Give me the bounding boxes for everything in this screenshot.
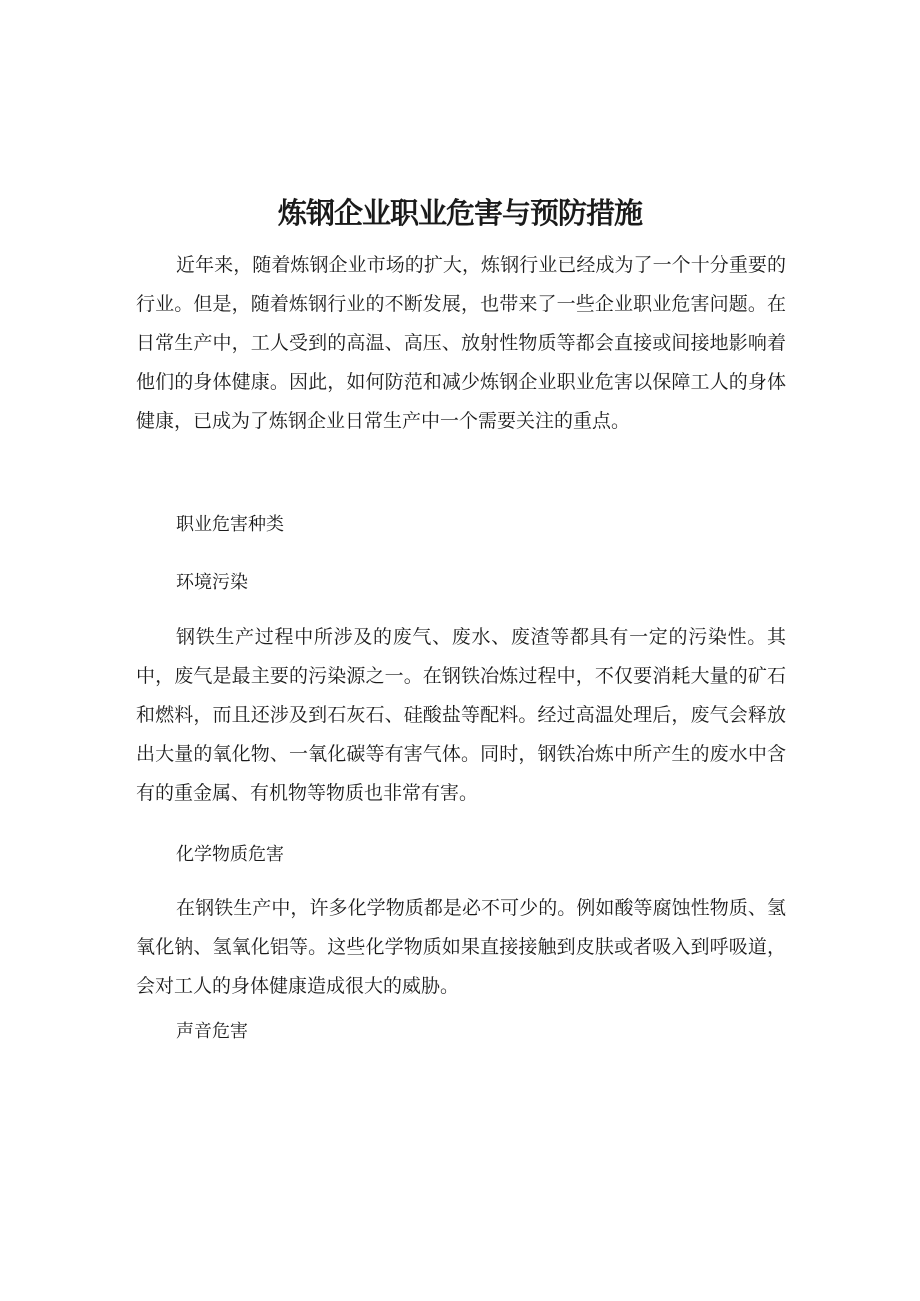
paragraph-chemical-hazards: 在钢铁生产中，许多化学物质都是必不可少的。例如酸等腐蚀性物质、氢氧化钠、氢氧化铝等。这些化学物质如果直接接触到皮肤或者吸入到呼吸道，会对工人的身体健康造成很大的威胁。 xyxy=(136,897,786,997)
subsection-heading-noise-hazards: 声音危害 xyxy=(176,1021,248,1042)
section-heading-occupational-hazards: 职业危害种类 xyxy=(176,514,284,535)
paragraph-environmental-pollution: 钢铁生产过程中所涉及的废气、废水、废渣等都具有一定的污染性。其中，废气是最主要的污染源之一。在钢铁冶炼过程中，不仅要消耗大量的矿石和燃料，而且还涉及到石灰石、硅酸盐等配料。经过高温处理后，废气会释放出大量的氧化物、一氧化碳等有害气体。同时，钢铁冶炼中所产生的废水中含有的重金属、有机物等物质也非常有害。 xyxy=(136,626,786,804)
subsection-heading-chemical-hazards: 化学物质危害 xyxy=(176,844,284,865)
intro-paragraph: 近年来，随着炼钢企业市场的扩大，炼钢行业已经成为了一个十分重要的行业。但是，随着炼钢行业的不断发展，也带来了一些企业职业危害问题。在日常生产中，工人受到的高温、高压、放射性物质等都会直接或间接地影响着他们的身体健康。因此，如何防范和减少炼钢企业职业危害以保障工人的身体健康，已成为了炼钢企业日常生产中一个需要关注的重点。 xyxy=(136,254,786,432)
document-title: 炼钢企业职业危害与预防措施 xyxy=(277,196,642,230)
subsection-heading-environmental-pollution: 环境污染 xyxy=(176,572,248,593)
